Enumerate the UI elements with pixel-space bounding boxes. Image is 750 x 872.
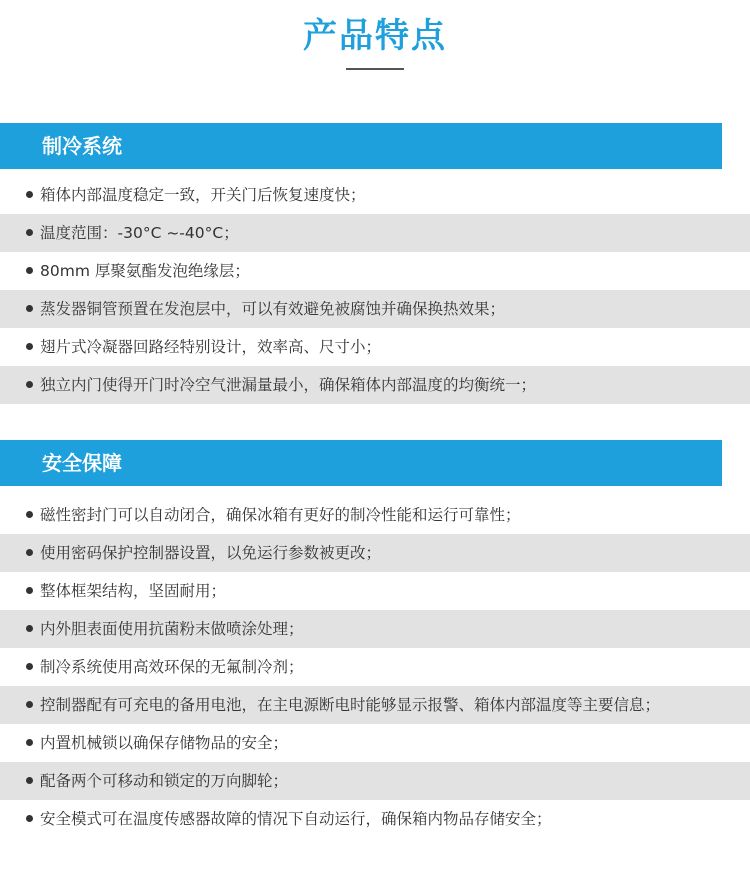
list-item xyxy=(0,762,750,800)
feature-text: 内外胆表面使用抗菌粉末做喷涂处理； xyxy=(40,620,304,638)
list-item xyxy=(0,214,750,252)
list-item xyxy=(0,496,750,534)
feature-list-refrigeration xyxy=(0,176,750,404)
feature-text: 使用密码保护控制器设置，以免运行参数被更改； xyxy=(40,544,382,562)
bullet-icon xyxy=(26,777,33,784)
feature-text: 80mm 厚聚氨酯发泡绝缘层； xyxy=(40,262,250,280)
bullet-icon xyxy=(26,381,33,388)
bullet-icon xyxy=(26,549,33,556)
bullet-icon xyxy=(26,701,33,708)
feature-text: 磁性密封门可以自动闭合，确保冰箱有更好的制冷性能和运行可靠性； xyxy=(40,506,521,524)
feature-text: 箱体内部温度稳定一致，开关门后恢复速度快； xyxy=(40,186,366,204)
list-item xyxy=(0,366,750,404)
list-item xyxy=(0,648,750,686)
bullet-icon xyxy=(26,511,33,518)
list-item xyxy=(0,534,750,572)
feature-text: 温度范围：-30°C ~-40°C； xyxy=(40,224,239,242)
feature-list-safety xyxy=(0,496,750,838)
bullet-icon xyxy=(26,739,33,746)
feature-text: 配备两个可移动和锁定的万向脚轮； xyxy=(40,772,289,790)
bullet-icon xyxy=(26,815,33,822)
section-header-safety xyxy=(0,440,722,486)
list-item xyxy=(0,328,750,366)
section-title: 安全保障 xyxy=(42,451,122,475)
title-underline xyxy=(346,68,404,70)
list-item xyxy=(0,290,750,328)
bullet-icon xyxy=(26,587,33,594)
feature-text: 独立内门使得开门时冷空气泄漏量最小，确保箱体内部温度的均衡统一； xyxy=(40,376,537,394)
feature-text: 制冷系统使用高效环保的无氟制冷剂； xyxy=(40,658,304,676)
bullet-icon xyxy=(26,625,33,632)
list-item xyxy=(0,252,750,290)
bullet-icon xyxy=(26,343,33,350)
list-item xyxy=(0,176,750,214)
list-item xyxy=(0,686,750,724)
bullet-icon xyxy=(26,191,33,198)
list-item xyxy=(0,724,750,762)
bullet-icon xyxy=(26,267,33,274)
page-title: 产品特点 xyxy=(303,16,447,56)
list-item xyxy=(0,610,750,648)
feature-text: 内置机械锁以确保存储物品的安全； xyxy=(40,734,289,752)
feature-text: 整体框架结构，坚固耐用； xyxy=(40,582,227,600)
bullet-icon xyxy=(26,229,33,236)
bullet-icon xyxy=(26,663,33,670)
feature-text: 翅片式冷凝器回路经特别设计，效率高、尺寸小； xyxy=(40,338,382,356)
feature-text: 安全模式可在温度传感器故障的情况下自动运行，确保箱内物品存储安全； xyxy=(40,810,552,828)
list-item xyxy=(0,800,750,838)
bullet-icon xyxy=(26,305,33,312)
feature-text: 控制器配有可充电的备用电池，在主电源断电时能够显示报警、箱体内部温度等主要信息； xyxy=(40,696,661,714)
feature-text: 蒸发器铜管预置在发泡层中，可以有效避免被腐蚀并确保换热效果； xyxy=(40,300,506,318)
section-title: 制冷系统 xyxy=(42,134,122,158)
list-item xyxy=(0,572,750,610)
section-header-refrigeration xyxy=(0,123,722,169)
